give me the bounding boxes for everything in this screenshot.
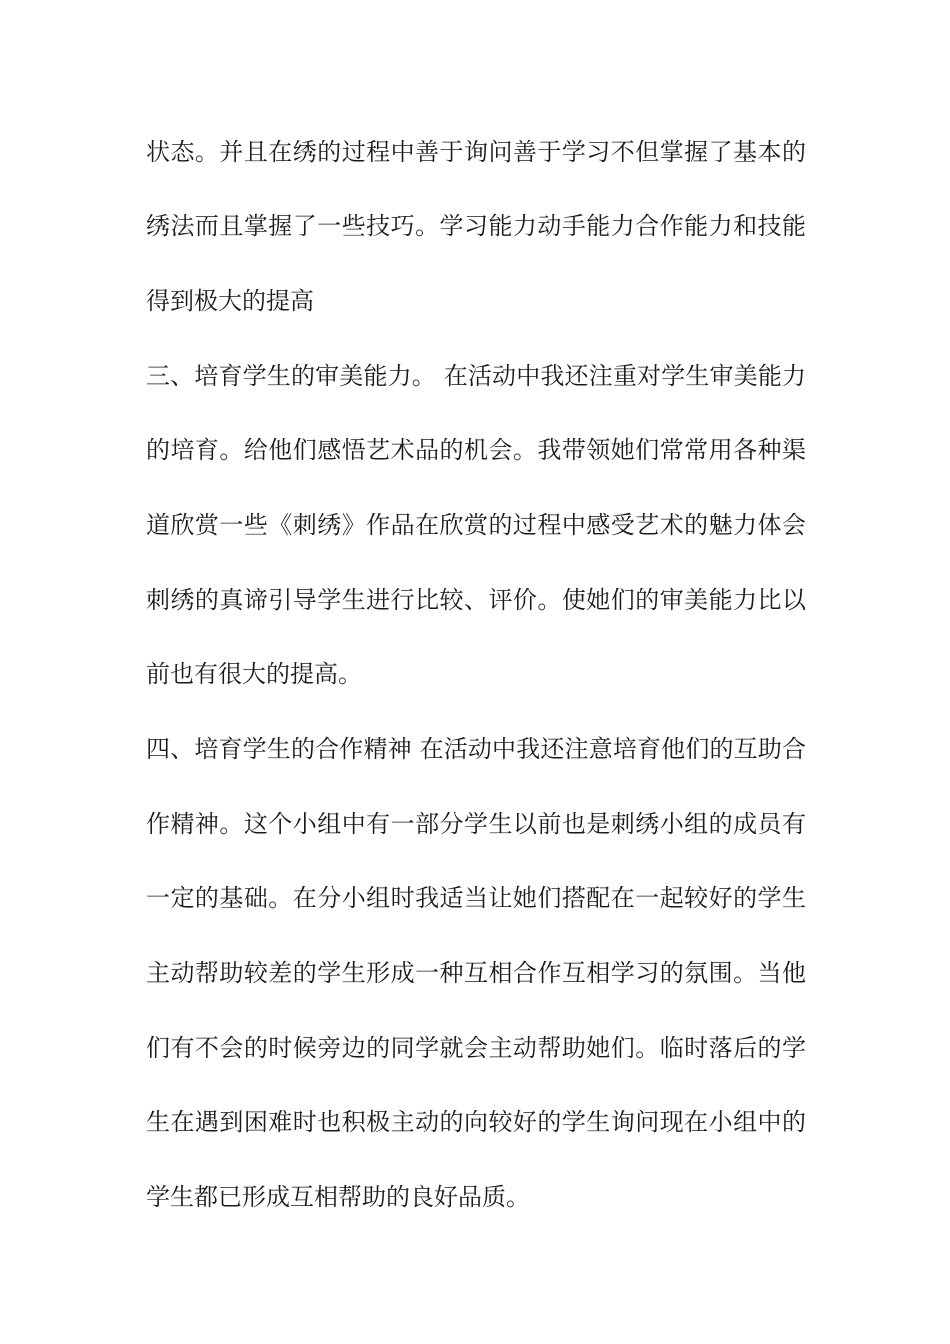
text-line-13: 们有不会的时候旁边的同学就会主动帮助她们。临时落后的学 bbox=[146, 1034, 806, 1062]
text-line-3: 得到极大的提高 bbox=[146, 287, 314, 315]
text-line-8: 前也有很大的提高。 bbox=[146, 660, 362, 688]
text-line-12: 主动帮助较差的学生形成一种互相合作互相学习的氛围。当他 bbox=[146, 959, 806, 987]
text-line-6: 道欣赏一些《刺绣》作品在欣赏的过程中感受艺术的魅力体会 bbox=[146, 511, 806, 539]
text-line-5: 的培育。给他们感悟艺术品的机会。我带领她们常常用各种渠 bbox=[146, 436, 806, 464]
text-line-1: 状态。并且在绣的过程中善于询问善于学习不但掌握了基本的 bbox=[146, 138, 806, 166]
text-line-11: 一定的基础。在分小组时我适当让她们搭配在一起较好的学生 bbox=[146, 884, 806, 912]
section-heading-aesthetic: 三、培育学生的审美能力。 在活动中我还注重对学生审美能力 bbox=[146, 362, 806, 390]
text-line-14: 生在遇到困难时也积极主动的向较好的学生询问现在小组中的 bbox=[146, 1108, 806, 1136]
text-line-7: 刺绣的真谛引导学生进行比较、评价。使她们的审美能力比以 bbox=[146, 586, 806, 614]
text-line-10: 作精神。这个小组中有一部分学生以前也是刺绣小组的成员有 bbox=[146, 810, 806, 838]
section-heading-cooperation: 四、培育学生的合作精神 在活动中我还注意培育他们的互助合 bbox=[146, 735, 806, 763]
text-line-15: 学生都已形成互相帮助的良好品质。 bbox=[146, 1183, 530, 1211]
text-line-2: 绣法而且掌握了一些技巧。学习能力动手能力合作能力和技能 bbox=[146, 212, 806, 240]
